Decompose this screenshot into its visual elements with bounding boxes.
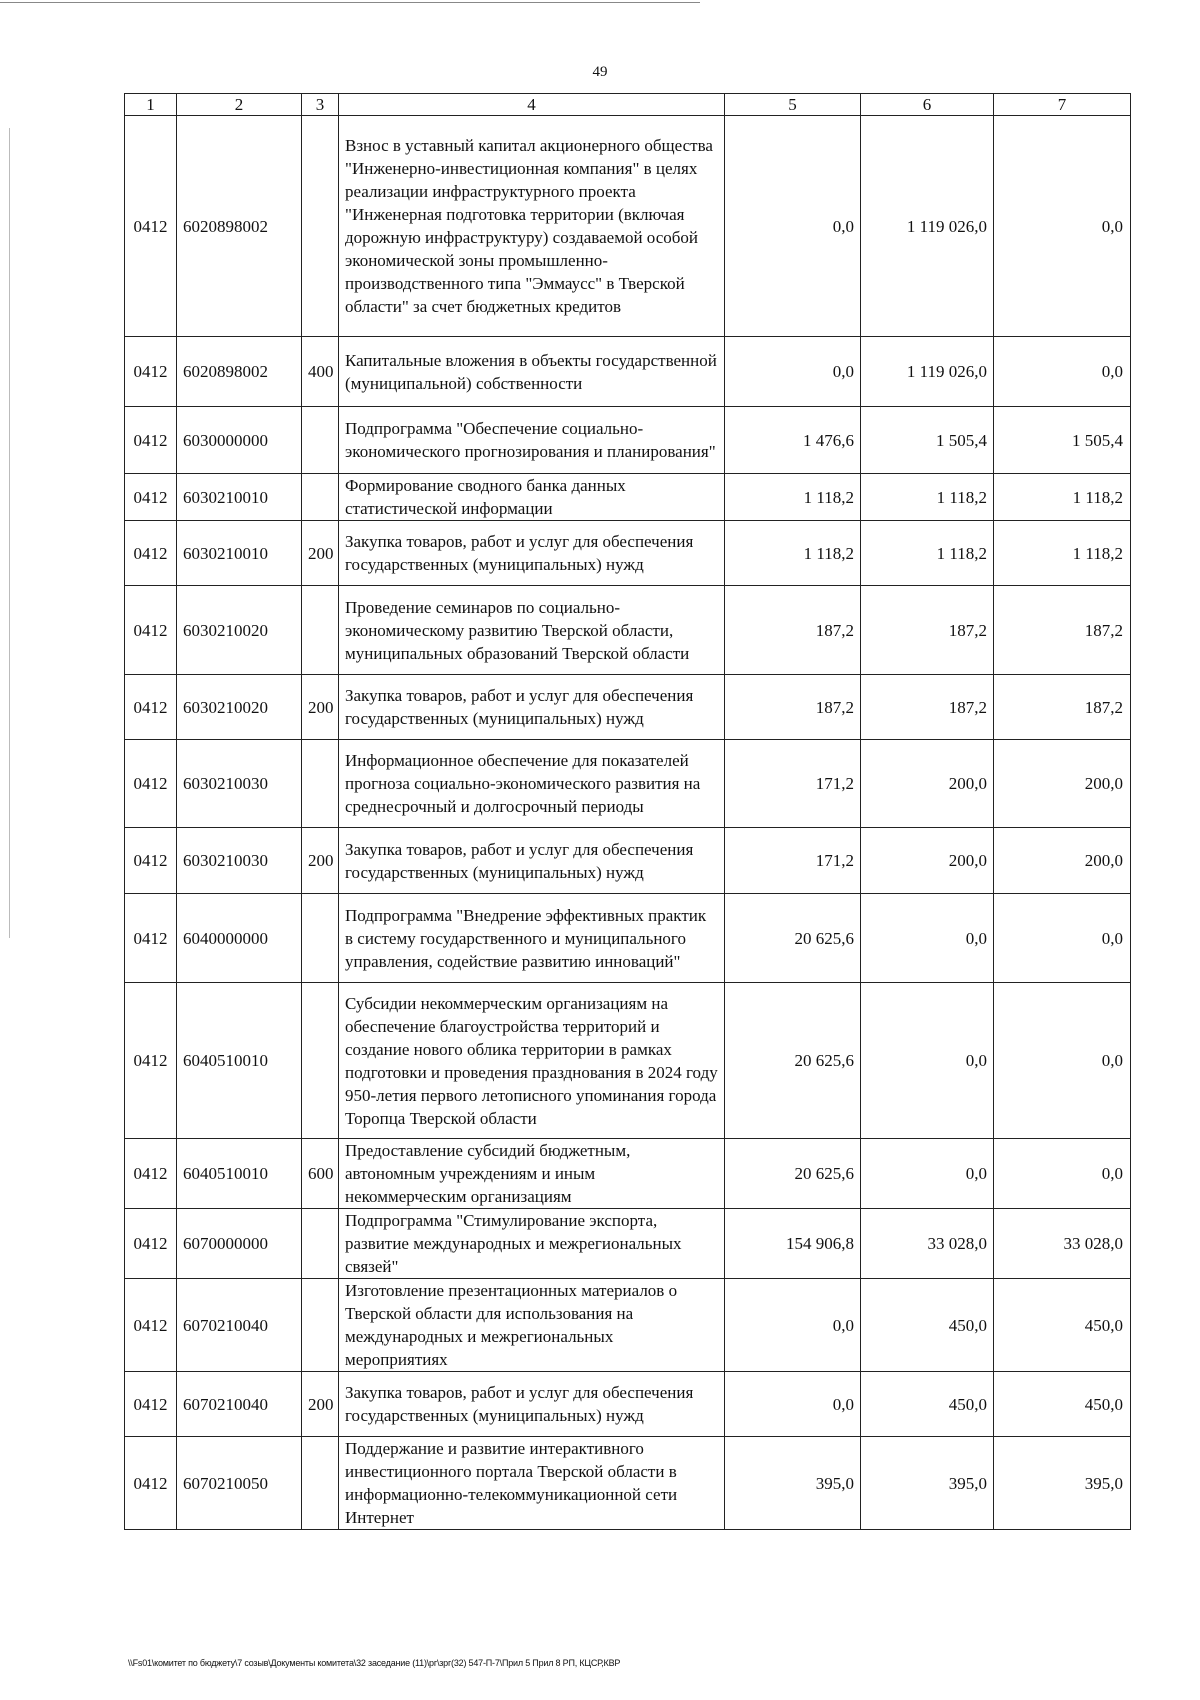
amount-col7-cell: 450,0	[994, 1372, 1131, 1437]
amount-col5-cell: 1 118,2	[725, 521, 861, 586]
section-code-cell: 0412	[125, 1279, 177, 1372]
amount-col7-cell: 0,0	[994, 116, 1131, 337]
amount-col5-cell: 0,0	[725, 1279, 861, 1372]
budget-table	[124, 93, 1131, 1530]
description-cell: Предоставление субсидий бюджетным, автономным учреждениям и иным некоммерческим организациям	[339, 1139, 725, 1209]
amount-col6-cell: 1 119 026,0	[861, 337, 994, 407]
description-cell: Проведение семинаров по социально-экономическому развитию Тверской области, муниципальных образований Тверской области	[339, 586, 725, 675]
amount-col5-cell: 0,0	[725, 116, 861, 337]
expense-type-cell: 400	[302, 337, 339, 407]
expense-type-cell	[302, 586, 339, 675]
description-cell: Взнос в уставный капитал акционерного общества "Инженерно-инвестиционная компания" в целях реализации инфраструктурного проекта "Инженерная подготовка территории (включая дорожную инфраструктуру) создаваемой особой экономической зоны промышленно-производственного типа "Эммаусс" в Тверской области" за счет бюджетных кредитов	[339, 116, 725, 337]
amount-col5-cell: 0,0	[725, 337, 861, 407]
section-code-cell: 0412	[125, 116, 177, 337]
scan-edge-line	[0, 2, 700, 3]
expense-type-cell: 200	[302, 828, 339, 894]
target-item-code-cell: 6030000000	[177, 407, 302, 474]
section-code-cell: 0412	[125, 983, 177, 1139]
target-item-code-cell: 6030210030	[177, 740, 302, 828]
amount-col7-cell: 1 118,2	[994, 521, 1131, 586]
expense-type-cell	[302, 407, 339, 474]
target-item-code-cell: 6040000000	[177, 894, 302, 983]
col-header-7: 7	[994, 94, 1131, 116]
expense-type-cell	[302, 1279, 339, 1372]
section-code-cell: 0412	[125, 474, 177, 521]
amount-col6-cell: 187,2	[861, 586, 994, 675]
table-row	[125, 337, 1131, 407]
description-cell: Закупка товаров, работ и услуг для обеспечения государственных (муниципальных) нужд	[339, 675, 725, 740]
target-item-code-cell: 6030210020	[177, 586, 302, 675]
expense-type-cell	[302, 474, 339, 521]
amount-col7-cell: 0,0	[994, 1139, 1131, 1209]
description-cell: Субсидии некоммерческим организациям на обеспечение благоустройства территорий и создание нового облика территории в рамках подготовки и проведения празднования в 2024 году 950-летия первого летописного упоминания города Торопца Тверской области	[339, 983, 725, 1139]
amount-col6-cell: 1 118,2	[861, 474, 994, 521]
description-cell: Капитальные вложения в объекты государственной (муниципальной) собственности	[339, 337, 725, 407]
amount-col5-cell: 1 476,6	[725, 407, 861, 474]
description-cell: Информационное обеспечение для показателей прогноза социально-экономического развития на среднесрочный и долгосрочный периоды	[339, 740, 725, 828]
col-header-1: 1	[125, 94, 177, 116]
section-code-cell: 0412	[125, 1209, 177, 1279]
col-header-3: 3	[302, 94, 339, 116]
target-item-code-cell: 6030210010	[177, 521, 302, 586]
col-header-2: 2	[177, 94, 302, 116]
description-cell: Закупка товаров, работ и услуг для обеспечения государственных (муниципальных) нужд	[339, 828, 725, 894]
expense-type-cell: 600	[302, 1139, 339, 1209]
table-row	[125, 675, 1131, 740]
expense-type-cell: 200	[302, 1372, 339, 1437]
expense-type-cell	[302, 1437, 339, 1530]
amount-col6-cell: 450,0	[861, 1372, 994, 1437]
target-item-code-cell: 6070210050	[177, 1437, 302, 1530]
section-code-cell: 0412	[125, 828, 177, 894]
expense-type-cell	[302, 983, 339, 1139]
table-row	[125, 1437, 1131, 1530]
section-code-cell: 0412	[125, 675, 177, 740]
section-code-cell: 0412	[125, 1139, 177, 1209]
description-cell: Поддержание и развитие интерактивного инвестиционного портала Тверской области в информационно-телекоммуникационной сети Интернет	[339, 1437, 725, 1530]
target-item-code-cell: 6070210040	[177, 1372, 302, 1437]
column-number-row	[125, 94, 1131, 116]
table-row	[125, 521, 1131, 586]
amount-col6-cell: 0,0	[861, 983, 994, 1139]
expense-type-cell	[302, 116, 339, 337]
amount-col6-cell: 0,0	[861, 894, 994, 983]
amount-col7-cell: 187,2	[994, 675, 1131, 740]
amount-col6-cell: 1 118,2	[861, 521, 994, 586]
amount-col6-cell: 200,0	[861, 828, 994, 894]
target-item-code-cell: 6070210040	[177, 1279, 302, 1372]
amount-col7-cell: 0,0	[994, 894, 1131, 983]
target-item-code-cell: 6040510010	[177, 983, 302, 1139]
scan-margin-mark	[9, 128, 10, 938]
amount-col6-cell: 187,2	[861, 675, 994, 740]
section-code-cell: 0412	[125, 407, 177, 474]
description-cell: Формирование сводного банка данных статистической информации	[339, 474, 725, 521]
col-header-5: 5	[725, 94, 861, 116]
expense-type-cell	[302, 894, 339, 983]
section-code-cell: 0412	[125, 1437, 177, 1530]
table-row	[125, 828, 1131, 894]
amount-col5-cell: 395,0	[725, 1437, 861, 1530]
amount-col5-cell: 20 625,6	[725, 894, 861, 983]
table-row	[125, 407, 1131, 474]
amount-col7-cell: 395,0	[994, 1437, 1131, 1530]
table-row	[125, 894, 1131, 983]
target-item-code-cell: 6020898002	[177, 116, 302, 337]
amount-col6-cell: 1 505,4	[861, 407, 994, 474]
col-header-6: 6	[861, 94, 994, 116]
description-cell: Изготовление презентационных материалов о Тверской области для использования на международных и межрегиональных мероприятиях	[339, 1279, 725, 1372]
table-row	[125, 740, 1131, 828]
section-code-cell: 0412	[125, 894, 177, 983]
table-row	[125, 1279, 1131, 1372]
amount-col5-cell: 20 625,6	[725, 983, 861, 1139]
amount-col5-cell: 187,2	[725, 675, 861, 740]
amount-col7-cell: 187,2	[994, 586, 1131, 675]
section-code-cell: 0412	[125, 337, 177, 407]
expense-type-cell: 200	[302, 521, 339, 586]
target-item-code-cell: 6020898002	[177, 337, 302, 407]
amount-col5-cell: 154 906,8	[725, 1209, 861, 1279]
amount-col6-cell: 33 028,0	[861, 1209, 994, 1279]
table-row	[125, 116, 1131, 337]
table-row	[125, 1139, 1131, 1209]
amount-col7-cell: 1 118,2	[994, 474, 1131, 521]
amount-col7-cell: 200,0	[994, 828, 1131, 894]
expense-type-cell: 200	[302, 675, 339, 740]
col-header-4: 4	[339, 94, 725, 116]
file-path-footer: \\Fs01\комитет по бюджету\7 созыв\Документы комитета\32 заседание (11)\рг\зрг(32) 547-П-7\Прил 5 Прил 8 РП, КЦСР,КВР	[128, 1658, 621, 1668]
section-code-cell: 0412	[125, 1372, 177, 1437]
section-code-cell: 0412	[125, 586, 177, 675]
target-item-code-cell: 6030210020	[177, 675, 302, 740]
amount-col5-cell: 171,2	[725, 828, 861, 894]
amount-col6-cell: 0,0	[861, 1139, 994, 1209]
amount-col7-cell: 450,0	[994, 1279, 1131, 1372]
table-row	[125, 1372, 1131, 1437]
target-item-code-cell: 6030210030	[177, 828, 302, 894]
amount-col7-cell: 0,0	[994, 983, 1131, 1139]
amount-col5-cell: 1 118,2	[725, 474, 861, 521]
amount-col7-cell: 1 505,4	[994, 407, 1131, 474]
amount-col7-cell: 33 028,0	[994, 1209, 1131, 1279]
target-item-code-cell: 6070000000	[177, 1209, 302, 1279]
page-number: 49	[592, 64, 608, 80]
amount-col5-cell: 0,0	[725, 1372, 861, 1437]
description-cell: Подпрограмма "Обеспечение социально-экономического прогнозирования и планирования"	[339, 407, 725, 474]
table-row	[125, 983, 1131, 1139]
table-row	[125, 1209, 1131, 1279]
section-code-cell: 0412	[125, 521, 177, 586]
target-item-code-cell: 6040510010	[177, 1139, 302, 1209]
table-row	[125, 474, 1131, 521]
amount-col5-cell: 171,2	[725, 740, 861, 828]
description-cell: Закупка товаров, работ и услуг для обеспечения государственных (муниципальных) нужд	[339, 1372, 725, 1437]
expense-type-cell	[302, 740, 339, 828]
description-cell: Подпрограмма "Стимулирование экспорта, развитие международных и межрегиональных связей"	[339, 1209, 725, 1279]
amount-col6-cell: 395,0	[861, 1437, 994, 1530]
amount-col7-cell: 0,0	[994, 337, 1131, 407]
expense-type-cell	[302, 1209, 339, 1279]
amount-col6-cell: 1 119 026,0	[861, 116, 994, 337]
table-row	[125, 586, 1131, 675]
amount-col5-cell: 187,2	[725, 586, 861, 675]
description-cell: Закупка товаров, работ и услуг для обеспечения государственных (муниципальных) нужд	[339, 521, 725, 586]
amount-col5-cell: 20 625,6	[725, 1139, 861, 1209]
amount-col6-cell: 200,0	[861, 740, 994, 828]
description-cell: Подпрограмма "Внедрение эффективных практик в систему государственного и муниципального управления, содействие развитию инноваций"	[339, 894, 725, 983]
amount-col6-cell: 450,0	[861, 1279, 994, 1372]
section-code-cell: 0412	[125, 740, 177, 828]
target-item-code-cell: 6030210010	[177, 474, 302, 521]
amount-col7-cell: 200,0	[994, 740, 1131, 828]
